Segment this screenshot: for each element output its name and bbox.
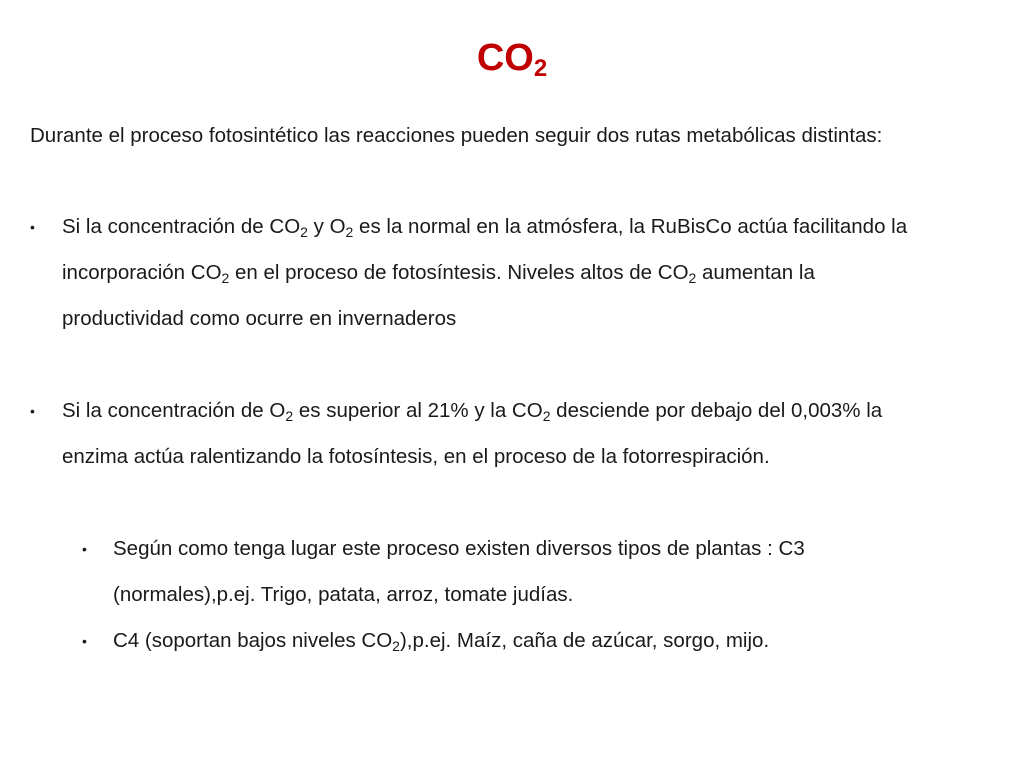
- sub-bullet-2-marker: •: [82, 633, 87, 649]
- bullet-2: [62, 388, 882, 480]
- bullet-2-marker: •: [30, 403, 35, 419]
- bullet-1: [62, 204, 907, 342]
- intro-text: Durante el proceso fotosintético las reacciones pueden seguir dos rutas metabólicas distintas:: [30, 124, 883, 147]
- bullet-1-line-3: productividad como ocurre en invernaderos: [62, 307, 457, 330]
- title-subscript: 2: [533, 55, 548, 82]
- slide-title: [0, 36, 1024, 80]
- sub-bullet-2-line-1: C4 (soportan bajos niveles $CO_2),p.ej$. Maíz, caña de azúcar, sorgo, mijo.: [113, 629, 770, 654]
- title-text: CO: [476, 37, 534, 79]
- bullet-1-line-1: Si la concentración de $CO_2$ y $O_2$ es la normal en la atmósfera, la RuBisCo actúa facilitando la: [62, 215, 908, 240]
- sub-bullet-1-line-1: Según como tenga lugar este proceso existen diversos tipos de plantas : C3: [113, 537, 805, 560]
- bullet-1-marker: •: [30, 219, 35, 235]
- sub-bullet-1-line-2: (normales),p.ej. Trigo, patata, arroz, tomate judías.: [113, 583, 574, 606]
- sub-bullet-1-marker: •: [82, 541, 87, 557]
- bullet-2-line-1: Si la concentración de $O_2$ es superior al 21% y la $CO_2$ desciende por debajo del 0,003% la: [62, 399, 883, 424]
- sub-bullet-2: [113, 618, 769, 664]
- bullet-1-line-2: incorporación $CO_2$ en el proceso de fotosíntesis. Niveles altos de $CO_2$ aumentan la: [62, 261, 815, 286]
- bullet-2-line-2: enzima actúa ralentizando la fotosíntesis, en el proceso de la fotorrespiración.: [62, 445, 770, 468]
- sub-bullet-1: [113, 526, 805, 618]
